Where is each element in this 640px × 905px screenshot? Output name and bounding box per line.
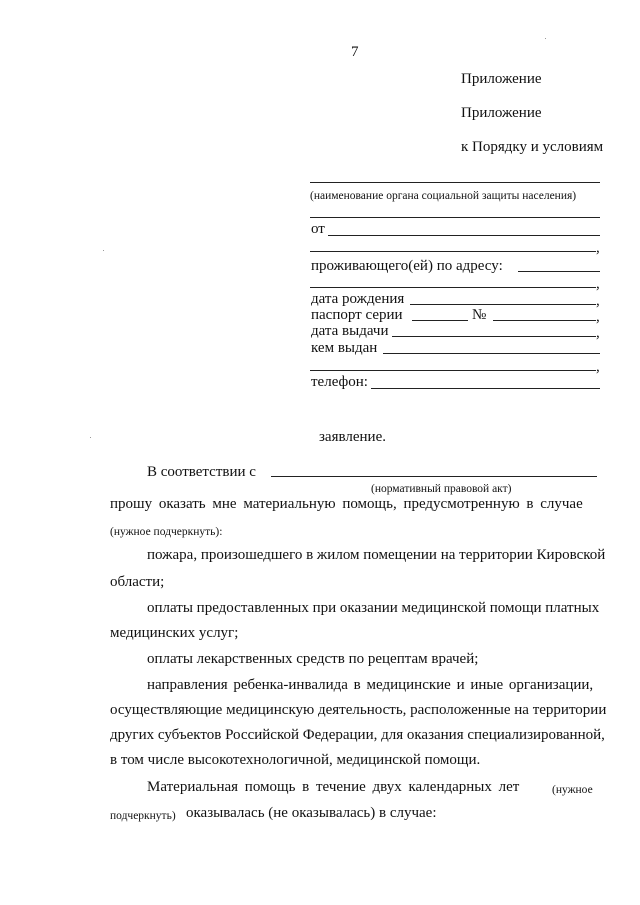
passport-series-field-line	[412, 320, 468, 321]
phone-label: телефон:	[311, 374, 368, 390]
phone-field-line	[371, 388, 600, 389]
birth-date-field-line	[410, 304, 596, 305]
prior-help-note-1: (нужное	[552, 784, 593, 796]
comma-1: ,	[596, 240, 600, 256]
issue-date-field-line	[392, 336, 596, 337]
from-field-line	[328, 235, 600, 236]
residing-field-line	[518, 271, 600, 272]
birth-date-label: дата рождения	[311, 291, 405, 307]
passport-number-field-line	[493, 320, 596, 321]
prior-help-line-1: Материальная помощь в течение двух календарных лет	[147, 779, 520, 795]
from-field-line-2	[310, 251, 596, 252]
case-disabled-child-line-1: направления ребенка-инвалида в медицинские и иные организации,	[147, 677, 594, 693]
org-name-line	[310, 182, 600, 183]
scan-speck	[103, 250, 104, 251]
scan-speck	[90, 437, 91, 438]
case-disabled-child-line-2: осуществляющие медицинскую деятельность, расположенные на территории	[110, 702, 607, 718]
residing-label: проживающего(ей) по адресу:	[311, 258, 503, 274]
passport-number-sign: №	[472, 307, 487, 323]
legal-act-field-line	[271, 476, 597, 477]
issued-by-label: кем выдан	[311, 340, 378, 356]
comma-5: ,	[596, 325, 600, 341]
issued-by-field-line	[383, 353, 600, 354]
legal-act-caption: (нормативный правовой акт)	[371, 483, 512, 495]
comma-3: ,	[596, 293, 600, 309]
prior-help-note-2: подчеркнуть)	[110, 810, 176, 822]
passport-series-label: паспорт серии	[311, 307, 403, 323]
issued-by-field-line-2	[310, 370, 596, 371]
case-disabled-child-line-4: в том числе высокотехнологичной, медицинской помощи.	[110, 752, 481, 768]
org-name-line-2	[310, 217, 600, 218]
document-title: заявление.	[319, 429, 386, 445]
comma-6: ,	[596, 359, 600, 375]
underline-note: (нужное подчеркнуть):	[110, 526, 223, 538]
case-disabled-child-line-3: других субъектов Российской Федерации, для оказания специализированной,	[110, 727, 605, 743]
prior-help-line-2: оказывалась (не оказывалась) в случае:	[186, 805, 437, 821]
case-paid-services-line-1: оплаты предоставленных при оказании медицинской помощи платных	[147, 600, 600, 616]
case-medicines: оплаты лекарственных средств по рецептам врачей;	[147, 651, 479, 667]
issue-date-label: дата выдачи	[311, 323, 389, 339]
comma-2: ,	[596, 276, 600, 292]
appendix-reference: к Порядку и условиям	[461, 139, 604, 155]
case-fire-line-1: пожара, произошедшего в жилом помещении на территории Кировской	[147, 547, 606, 563]
request-line: прошу оказать мне материальную помощь, предусмотренную в случае	[110, 496, 583, 512]
page-number: 7	[351, 44, 359, 60]
scan-speck	[545, 38, 546, 39]
org-name-caption: (наименование органа социальной защиты населения)	[310, 190, 577, 202]
comma-4: ,	[596, 309, 600, 325]
appendix-title-2: Приложение	[461, 105, 542, 121]
according-to-label: В соответствии с	[147, 464, 256, 480]
case-fire-line-2: области;	[110, 574, 165, 590]
case-paid-services-line-2: медицинских услуг;	[110, 625, 239, 641]
from-label: от	[311, 221, 325, 237]
appendix-title-1: Приложение	[461, 71, 542, 87]
address-field-line	[310, 287, 596, 288]
